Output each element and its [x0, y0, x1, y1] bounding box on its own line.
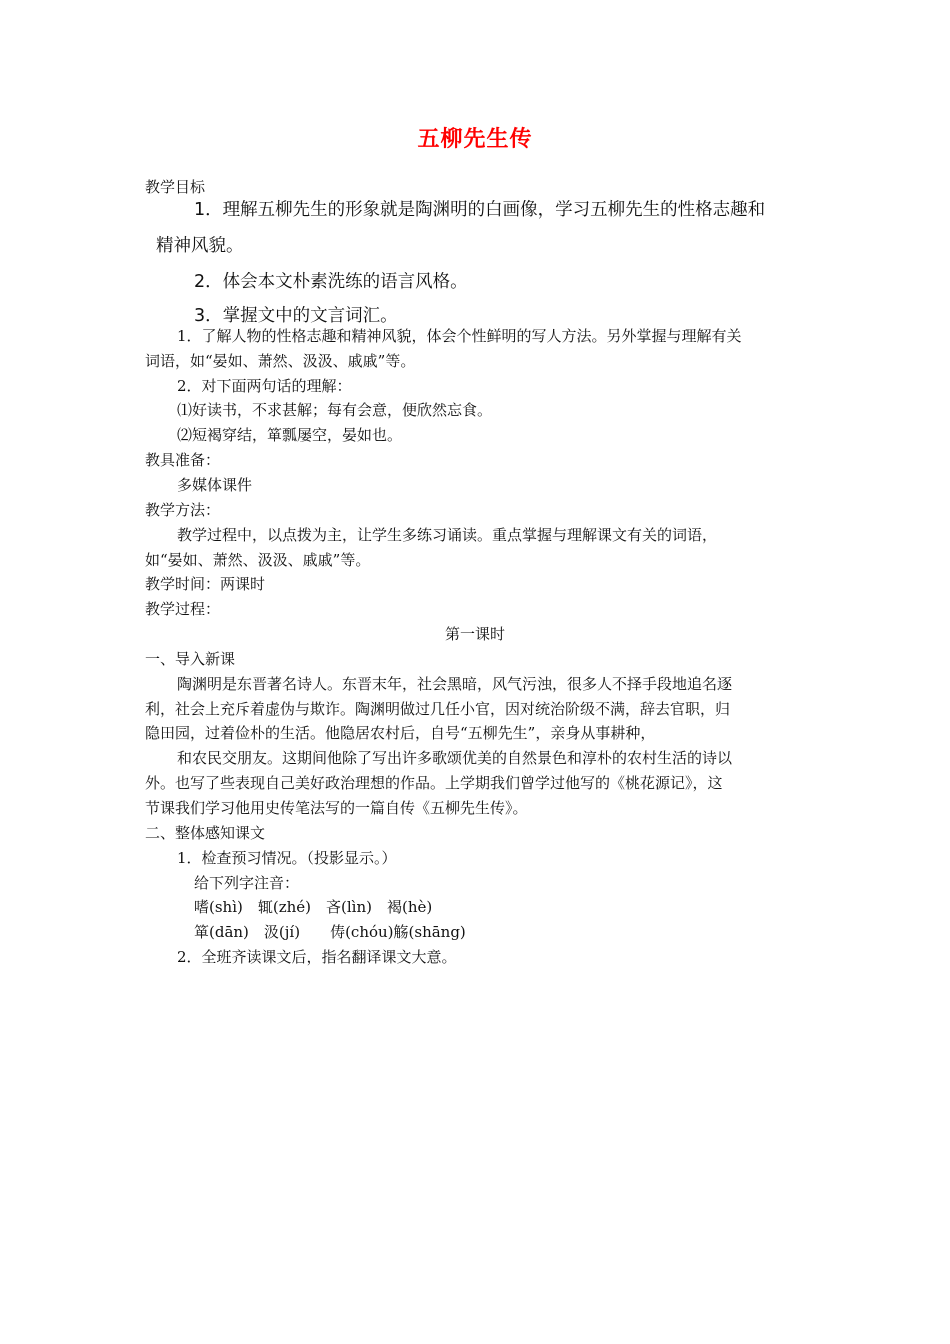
methods-text-cont: 如“晏如、萧然、汲汲、戚戚”等。 — [145, 551, 371, 569]
step-2: 2．全班齐读课文后，指名翻译课文大意。 — [177, 948, 457, 966]
section-heading-objectives: 教学目标 — [145, 178, 206, 196]
objective-1-cont: 精神风貌。 — [156, 236, 244, 256]
focus-1-cont: 词语，如“晏如、萧然、汲汲、戚戚”等。 — [145, 352, 416, 370]
objective-1: 1．理解五柳先生的形象就是陶渊明的白画像，学习五柳先生的性格志趣和 — [194, 200, 766, 220]
intro-paragraph-line-5: 外。也写了些表现自己美好政治理想的作品。上学期我们曾学过他写的《桃花源记》，这 — [145, 774, 723, 792]
lesson-heading: 第一课时 — [444, 625, 505, 643]
pinyin-instruction: 给下列字注音： — [194, 874, 300, 892]
section-heading-materials: 教具准备： — [145, 451, 221, 469]
intro-paragraph-line-4: 和农民交朋友。这期间他除了写出许多歌颂优美的自然景色和淳朴的农村生活的诗以 — [177, 749, 733, 767]
section-heading-methods: 教学方法： — [145, 501, 221, 519]
intro-paragraph-line-2: 利，社会上充斥着虚伪与欺诈。陶渊明做过几任小官，因对统治阶级不满，辞去官职，归 — [145, 700, 731, 718]
objective-2: 2．体会本文朴素洗练的语言风格。 — [194, 272, 468, 292]
document-title: 五柳先生传 — [417, 127, 533, 152]
part-2-heading: 二、整体感知课文 — [145, 824, 266, 842]
pinyin-row-1: 嗜(shì) 辄(zhé) 吝(lìn) 褐(hè) — [194, 898, 433, 916]
focus-2: 2．对下面两句话的理解： — [177, 377, 352, 395]
intro-paragraph-line-6: 节课我们学习他用史传笔法写的一篇自传《五柳先生传》。 — [145, 799, 528, 817]
part-1-heading: 一、导入新课 — [145, 650, 236, 668]
intro-paragraph-line-3: 隐田园，过着俭朴的生活。他隐居农村后，自号“五柳先生”，亲身从事耕种， — [145, 724, 656, 742]
section-heading-time: 教学时间：两课时 — [145, 575, 266, 593]
step-1: 1．检查预习情况。（投影显示。） — [177, 849, 397, 867]
pinyin-row-2: 箪(dān) 汲(jí) 俦(chóu)觞(shāng) — [194, 923, 466, 941]
materials-text: 多媒体课件 — [177, 476, 253, 494]
intro-paragraph-line-1: 陶渊明是东晋著名诗人。东晋末年，社会黑暗，风气污浊，很多人不择手段地追名逐 — [177, 675, 733, 693]
section-heading-process: 教学过程： — [145, 600, 221, 618]
focus-2-a: ⑴好读书，不求甚解；每有会意，便欣然忘食。 — [177, 401, 493, 419]
focus-2-b: ⑵短褐穿结，箪瓢屡空，晏如也。 — [177, 426, 403, 444]
focus-1: 1．了解人物的性格志趣和精神风貌，体会个性鲜明的写人方法。另外掌握与理解有关 — [177, 327, 742, 345]
objective-3: 3．掌握文中的文言词汇。 — [194, 306, 398, 326]
methods-text: 教学过程中，以点拨为主，让学生多练习诵读。重点掌握与理解课文有关的词语， — [177, 526, 718, 544]
